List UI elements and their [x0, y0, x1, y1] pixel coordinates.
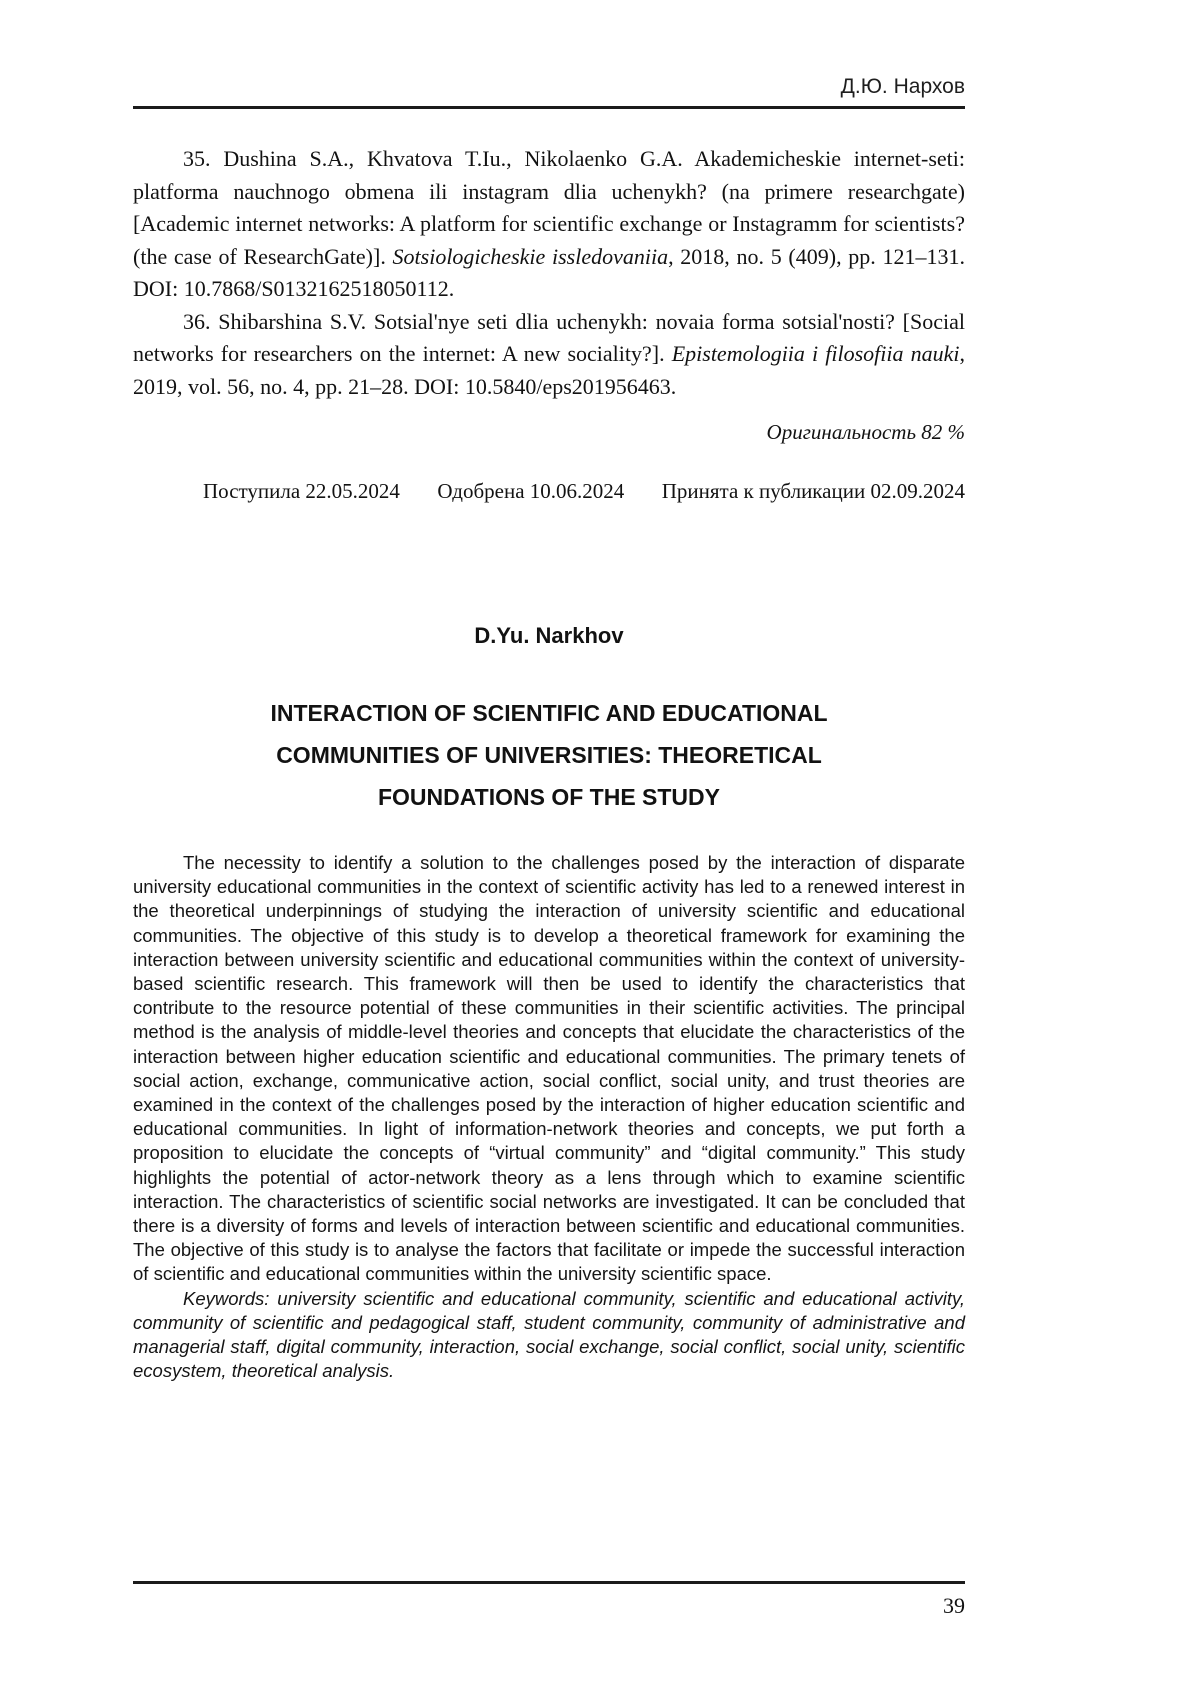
title-line: INTERACTION OF SCIENTIFIC AND EDUCATIONAL — [270, 700, 828, 726]
abstract-paragraph: The necessity to identify a solution to the challenges posed by the interaction of disparate university educational communities in the context of scientific activity has led to a renewed interest in the theoretical underpinnings of studying the interaction of university scientific and educational communities. The objective of this study is to develop a theoretical framework for examining the interaction between university scientific and educational communities within the context of university-based scientific research. This framework will then be used to identify the characteristics that contribute to the resource potential of these communities in their scientific activities. The principal method is the analysis of middle-level theories and concepts that elucidate the characteristics of the interaction between higher education scientific and educational communities. The primary tenets of social action, exchange, communicative action, social conflict, social unity, and trust theories are examined in the context of the challenges posed by the interaction of higher education scientific and educational communities. In light of information-network theories and concepts, we put forth a proposition to elucidate the concepts of “virtual community” and “digital community.” This study highlights the potential of actor-network theory as a lens through which to examine scientific interaction. The characteristics of scientific social networks are investigated. It can be concluded that there is a diversity of forms and levels of interaction between scientific and educational communities. The objective of this study is to analyse the factors that facilitate or impede the successful interaction of scientific and educational communities within the university scientific space. — [133, 852, 965, 1285]
title-line: COMMUNITIES OF UNIVERSITIES: THEORETICAL — [276, 742, 822, 768]
title-line: FOUNDATIONS OF THE STUDY — [377, 784, 720, 810]
running-head: Д.Ю. Нархов — [840, 75, 965, 98]
reference-item-36 — [133, 306, 965, 404]
journal-title: Sotsiologicheskie issledovaniia — [392, 243, 669, 269]
date-approved: Одобрена 10.06.2024 — [437, 479, 625, 503]
date-received: Поступила 22.05.2024 — [203, 479, 400, 503]
abstract-section — [133, 851, 965, 1383]
keywords-text: university scientific and educational community, scientific and educational activity, community of scientific and pedagogical staff, student community, community of administrative and managerial staff, digital community, interaction, social exchange, social conflict, social unity, scientific ecosystem, theoretical analysis. — [133, 1287, 966, 1382]
reference-list — [133, 143, 965, 403]
keywords-paragraph — [133, 1287, 965, 1384]
reference-text-before: 36. Shibarshina S.V. Sotsial'nye seti dlia uchenykh: novaia forma sotsial'nosti? [Social networks for researchers on the internet: A new sociality?]. — [133, 308, 965, 366]
footer-rule — [133, 1581, 965, 1584]
reference-item-35 — [133, 143, 965, 306]
page-footer — [133, 1581, 965, 1619]
reference-text-after: , 2019, vol. 56, no. 4, pp. 21–28. DOI: 10.5840/eps201956463. — [133, 341, 965, 399]
article-title — [133, 692, 965, 818]
reference-text-before: 35. Dushina S.A., Khvatova T.Iu., Nikolaenko G.A. Akademicheskie internet-seti: platforma nauchnogo obmena ili instagram dlia uchenykh? (na primere researchgate) [Academic internet networks: A platform for scientific exchange or Instagramm for scientists? (the case of ResearchGate)]. — [133, 146, 965, 269]
header-rule — [133, 106, 965, 109]
dates-row — [133, 478, 965, 504]
article-author: D.Yu. Narkhov — [474, 623, 624, 648]
page-number: 39 — [943, 1593, 965, 1618]
originality-note: Оригинальность 82 % — [766, 420, 965, 444]
reference-text-after: , 2018, no. 5 (409), pp. 121–131. DOI: 10.7868/S0132162518050112. — [133, 243, 965, 301]
keywords-label: Keywords: — [183, 1287, 278, 1309]
journal-title: Epistemologiia i filosofiia nauki — [671, 341, 960, 366]
date-accepted: Принята к публикации 02.09.2024 — [661, 479, 965, 503]
